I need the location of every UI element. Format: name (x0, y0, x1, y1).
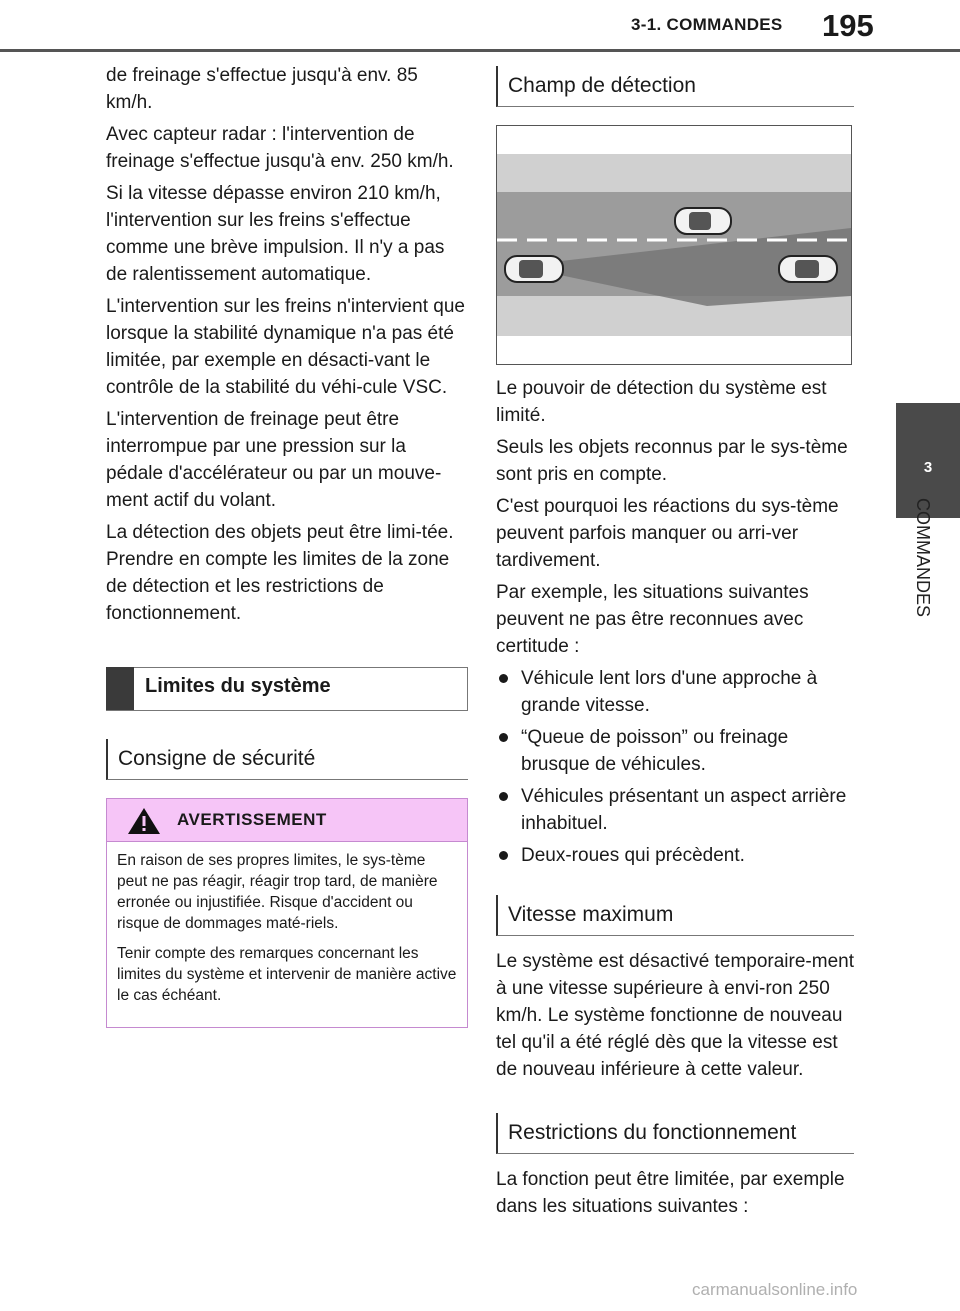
section-heading (106, 667, 468, 711)
paragraph: La détection des objets peut être limi-tée. Prendre en compte les limites de la zone de détection et les restrictions de fonctionnement. (106, 522, 454, 624)
bullet-icon (499, 792, 508, 801)
paragraph: de freinage s'effectue jusqu'à env. 85 km/h. (106, 65, 418, 113)
road-diagram (497, 126, 851, 364)
side-tab-label: COMMANDES (913, 498, 933, 618)
bullet-icon (499, 733, 508, 742)
warning-paragraph: Tenir compte des remarques concernant les limites du système et intervenir de manière active le cas échéant. (117, 945, 457, 1004)
list-item-text: Véhicule lent lors d'une approche à grande vitesse. (521, 668, 818, 716)
subsection-heading (496, 66, 854, 107)
header-rule (0, 49, 960, 52)
list-item (496, 724, 854, 778)
list-item-text: Deux-roues qui précèdent. (521, 845, 745, 866)
detection-field-illustration (496, 125, 852, 365)
header-section: 3-1. COMMANDES (631, 15, 783, 34)
warning-header (107, 799, 467, 842)
warning-box (106, 798, 468, 1028)
car-icon (505, 256, 563, 282)
right-column (496, 62, 854, 1225)
list-item (496, 842, 854, 869)
list-item (496, 783, 854, 837)
paragraph: Avec capteur radar : l'intervention de freinage s'effectue jusqu'à env. 250 km/h. (106, 124, 454, 172)
bullet-icon (499, 851, 508, 860)
bullet-list (496, 665, 854, 869)
section-heading-bar (106, 667, 134, 710)
subsection-heading (496, 1113, 854, 1154)
paragraph: Seuls les objets reconnus par le sys-tème sont pris en compte. (496, 437, 848, 485)
warning-body (107, 842, 467, 1027)
page-number: 195 (822, 8, 874, 43)
subsection-heading (496, 895, 854, 936)
car-icon (779, 256, 837, 282)
subsection-heading-title: Champ de détection (508, 74, 696, 97)
section-heading-title: Limites du système (145, 675, 331, 697)
warning-triangle-icon (127, 807, 161, 835)
paragraph: C'est pourquoi les réactions du sys-tème peuvent parfois manquer ou arri-ver tardivement. (496, 496, 839, 571)
paragraph: L'intervention sur les freins n'intervient que lorsque la stabilité dynamique n'a pas été limitée, par exemple en désacti-vant le contrôle de la stabilité du véhi-cule VSC. (106, 296, 465, 398)
warning-title: AVERTISSEMENT (177, 810, 327, 829)
side-tab-number: 3 (896, 403, 960, 518)
paragraph: Le système est désactivé temporaire-ment à une vitesse supérieure à envi-ron 250 km/h. Le système fonctionne de nouveau tel qu'il a été réglé dès que la vitesse est de nouveau inférieure à cette valeur. (496, 951, 854, 1080)
warning-paragraph: En raison de ses propres limites, le sys-tème peut ne pas réagir, réagir trop tard, de manière erronée ou injustifiée. Risque d'accident ou risque de dommages maté-riels. (117, 852, 438, 932)
list-item-text: “Queue de poisson” ou freinage brusque de véhicules. (521, 727, 789, 775)
paragraph: L'intervention de freinage peut être interrompue par une pression sur la pédale d'accélérateur ou par un mouve-ment actif du volant. (106, 409, 442, 511)
car-icon (675, 208, 731, 234)
bullet-icon (499, 674, 508, 683)
left-column (106, 62, 468, 1028)
subsection-heading-title: Vitesse maximum (508, 903, 674, 926)
subsection-heading-title: Consigne de sécurité (118, 747, 316, 770)
watermark: carmanualsonline.info (692, 1280, 858, 1299)
paragraph: Le pouvoir de détection du système est limité. (496, 378, 827, 426)
paragraph: La fonction peut être limitée, par exemple dans les situations suivantes : (496, 1169, 845, 1217)
list-item (496, 665, 854, 719)
list-item-text: Véhicules présentant un aspect arrière inhabituel. (521, 786, 847, 834)
paragraph: Si la vitesse dépasse environ 210 km/h, l'intervention sur les freins s'effectue comme une brève impulsion. Il n'y a pas de ralentissement automatique. (106, 183, 445, 285)
paragraph: Par exemple, les situations suivantes peuvent ne pas être reconnues avec certitude : (496, 582, 809, 657)
subsection-heading (106, 739, 468, 780)
subsection-heading-title: Restrictions du fonctionnement (508, 1121, 797, 1144)
